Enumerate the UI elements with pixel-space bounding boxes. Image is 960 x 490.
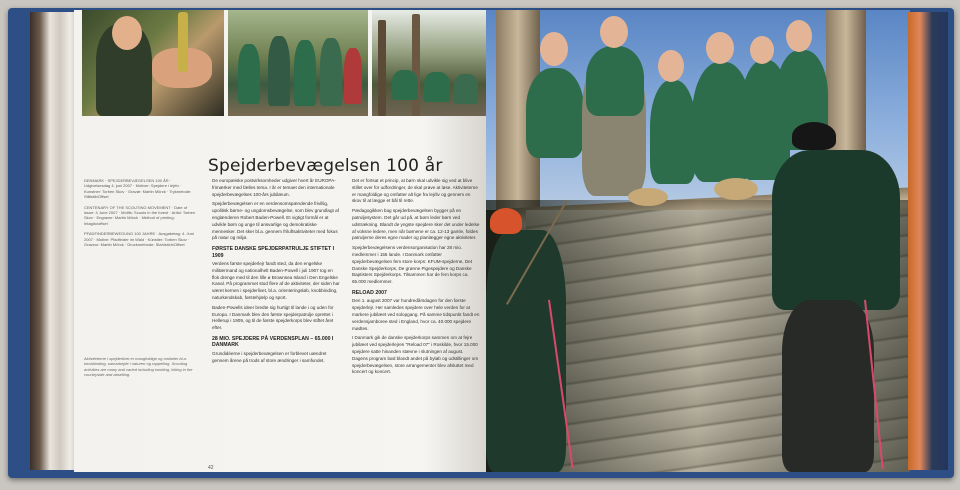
paragraph: Grundidéerne i spejderbevægelsen er forblevet uændret gennem årene på trods af store ændringer i samfundet. [212,350,327,363]
section-heading: FØRSTE DANSKE SPEJDERPATRULJE STIFTET I 1909 [212,246,335,259]
scouts-camp-photo [372,10,486,116]
left-page [74,10,486,472]
stamp-info-danish: DENMARK · SPEJDERBEVÆGELSEN 100 ÅR · Udgivelsesdag 4. juni 2007 · Motiver: Spejdere i lejrliv · Kunstner: Torben Skov · Gravør: Martin Mörck · Trykmetode: Stålstik/Offset [84,178,192,200]
scout-head [658,50,684,82]
paragraph: De europæiske postvirksomheder udgiver hvert år EUROPA-frimærker med fælles tema. I år er temaet den internationale spejderbevægelses 100-års jubilæum. [212,178,336,197]
climbing-hold [714,178,758,200]
climber-figure [782,300,874,472]
right-page-edges [908,12,948,470]
scout-figure [526,68,584,158]
stamp-info-english: CENTENARY OF THE SCOUTING MOVEMENT · Date of issue: 4 June 2007 · Motifs: Scouts in the forest · Artist: Torben Skov · Engraver: Martin Mörck · Method of printing: Intaglio/offset [84,204,196,226]
climber-cap [792,122,836,150]
scout-head [750,36,774,64]
scout-figure [650,80,696,184]
climbing-helmet [490,208,522,234]
scout-head [706,32,734,64]
scout-figure [586,46,644,116]
paragraph: I Danmark gik de danske spejderkorps sammen om at fejre jubilæet ved spejderlejren "Reload 07" i Roskilde, hvor 15.000 spejdere satte hinanden stævne i slutningen af august. Dagens program bød blandt andet på byløb og udstillinger om spejderbevægelsen, store arrangementer blev afsluttet med koncert og koncert. [352,335,479,375]
scout-head [600,16,628,48]
climber-figure [772,150,900,310]
text-column-2 [352,178,480,379]
scout-knot-photo [82,10,224,116]
section-heading: 28 MIO. SPEJDERE PÅ VERDENSPLAN – 65.000 I DANMARK [212,335,334,349]
left-page-edges [30,12,80,470]
scouts-forest-photo [228,10,368,116]
text-column-1 [212,178,340,367]
scouts-climbing-wall-photo [486,10,910,472]
scout-head [786,20,812,52]
paragraph: Det er fortsat et princip, at børn skal udvikle sig ved at blive stillet over for udfordringer, de skal prøve at løse. Aktiviteterne er mangfoldige og omfatter alt lige fra lejrliv og gennem en skov til at lægge et bål til rette. [352,178,478,204]
paragraph: Baden-Powells ideer bredte sig hurtigt til lande i og uden for Europa. I Danmark blev den første spejderpatrulje oprettet i Hellerup i 1909, og til de første spejderkorps blev stiftet året efter. [212,304,334,331]
paragraph: Pædagogikken bag spejderbevægelsen bygger på en patruljesystem. Det går ud på, at børn leder børn ved udstrækning. Blandt de yngste spejdere sker det under ledelse af voksne ledere, men når børnene er ca. 12-13 gamle, foldes patruljerne deres egne mader og planlægger egne aktiviteter. [352,208,480,241]
climber-figure [486,230,566,472]
page-number: 42 [208,465,214,471]
paragraph: Verdens første spejderlejr fandt sted, da den engelske militærmand og nationalhelt Baden-Powell i juli 1907 tog en flok drenge med til den lille ø Brownsea Island i Den Engelske Kanal. På programmet stod flere af de aktiviteter, der siden har været kernen i spejderlivet, bl.a. orienteringsløb, knobbinding, naturkendskab, førstehjælp og sport. [212,260,340,300]
section-heading: RELOAD 2007 [352,289,387,296]
stamp-info-german: PFADFINDERBEWEGUNG 100 JAHRE · Ausgabetag: 4. Juni 2007 · Motive: Pfadfinder im Wald · Künstler: Torben Skov · Graveur: Martin Mörck · Druckmethode: Stahlstich/Offset [84,231,194,248]
paragraph: Den 1. august 2007 var hundredårsdagen for den første spejderlejr. Her samledes spejdere over hele verden for at markere jubilæet ved solopgang. På samme tidspunkt fandt en verdensjamboree sted i England, hvor ca. 40.000 spejdere mødtes. [352,298,480,331]
paragraph: Spejderbevægelsen er en verdensomspændende frivillig, upolitisk børne- og ungdomsbevægelse, som blev grundlagt af englænderen Robert Baden-Powell. Et vigtigt formål er at udvikle børn og unge til ansvarlige og demokratiske mennesker. Det sker bl.a. gennem friluftsaktiviteter med fokus på natur og miljø. [212,201,339,241]
stamp-info-sidebar [84,178,196,252]
scout-head [540,32,568,66]
paragraph: Spejderbevægelsens verdensorganisation har 28 mio. medlemmer i 155 lande. I Danmark omfatter spejderbevægelsen fem store korps: KFUM-spejderne, Det Danske Spejderkorps, De grønne Pigespejdere og Danske Baptisters Spejderkorps. Tilsammen har de fem korps ca. 65.000 medlemmer. [352,245,473,285]
page-title: Spejderbevægelsen 100 år [208,156,443,176]
climbing-hold [628,188,668,206]
photo-caption: Aktiviteterne i spejderlivet er mangfoldige og omfatter bl.a. knobbinding, samarbejde i naturen og rappelling. Scouting activities are many and varied including knotting, hiking in the countryside and abseiling. [84,356,193,378]
